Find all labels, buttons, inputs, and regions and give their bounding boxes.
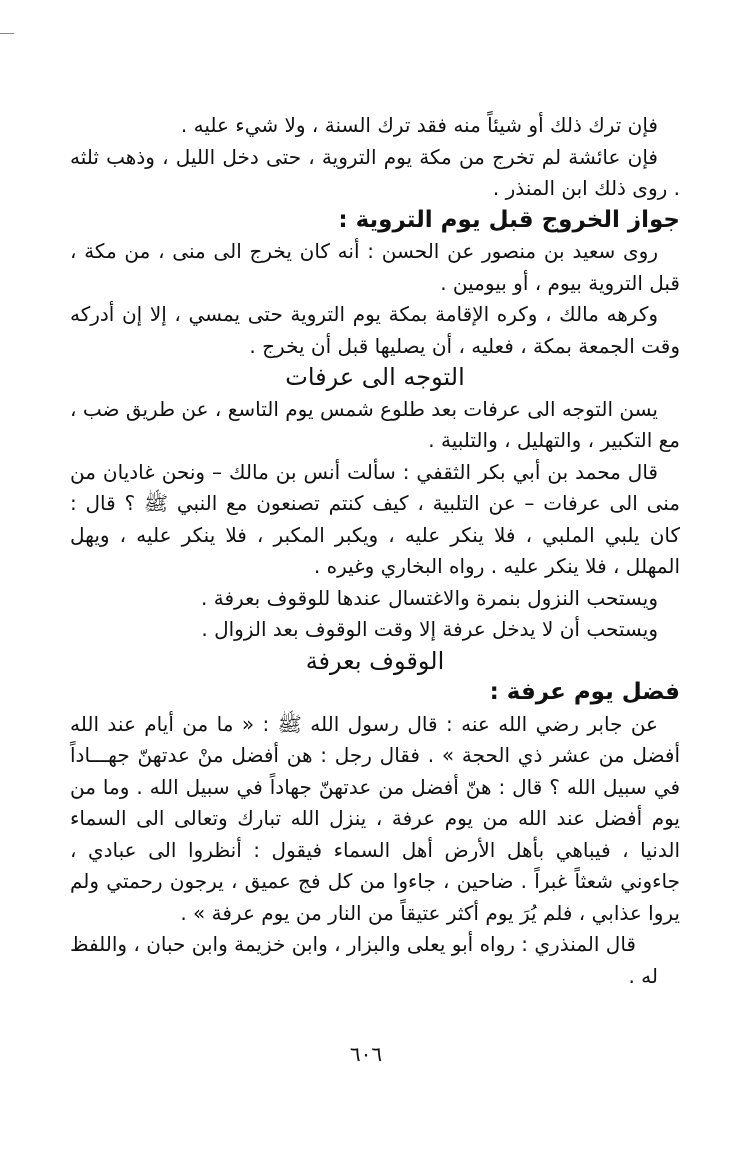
scan-edge-mark bbox=[0, 33, 14, 34]
paragraph-sunnah-heading: يسن التوجه الى عرفات بعد طلوع شمس يوم التاسع ، عن طريق ضب ، مع التكبير ، والتهليل ، والتلبية . bbox=[70, 396, 680, 452]
paragraph-aisha: فإن عائشة لم تخرج من مكة يوم التروية ، حتى دخل الليل ، وذهب ثلثه . روى ذلك ابن المنذر . bbox=[70, 144, 680, 200]
paragraph-jabir-hadith: عن جابر رضي الله عنه : قال رسول الله ﷺ : « ما من أيام عند الله أفضل من عشر ذي الحجة » . فقال رجل : هن أفضل منْ عدتهنّ جهـــاداً في سبيل الله ؟ قال : هنّ أفضل من عدتهنّ جهاداً في سبيل الله . وما من يوم أفضل عند الله من يوم عرفة ، ينزل الله تبارك وتعالى الى السماء الدنيا ، فيباهي بأهل الأرض أهل السماء فيقول : أنظروا الى عبادي ، جاءوني شعثاً غبراً . ضاحين ، جاءوا من كل فج عميق ، يرجون رحمتي ولم يروا عذابي ، فلم يُرَ يوم أكثر عتيقاً من النار من يوم عرفة » . bbox=[70, 711, 680, 925]
paragraph-namirah: ويستحب النزول بنمرة والاغتسال عندها للوقوف بعرفة . bbox=[201, 585, 658, 610]
paragraph-mundhiri: قال المنذري : رواه أبو يعلى والبزار ، وابن خزيمة وابن حبان ، واللفظ له . bbox=[70, 932, 658, 988]
heading-virtue-of-arafah: فضل يوم عرفة : bbox=[489, 679, 680, 705]
section-title-heading-to-arafat: التوجه الى عرفات bbox=[285, 363, 465, 391]
paragraph-enter-arafah: ويستحب أن لا يدخل عرفة إلا وقت الوقوف بعد الزوال . bbox=[201, 617, 658, 641]
paragraph-anas-talbiyah: قال محمد بن أبي بكر الثقفي : سألت أنس بن مالك – ونحن غاديان من منى الى عرفات – عن التلبية ، كيف كنتم تصنعون مع النبي ﷺ ؟ قال : كان يلبي الملبي ، فلا ينكر عليه ، ويكبر المكبر ، فلا ينكر عليه ، ويهل المهلل ، فلا ينكر عليه . رواه البخاري وغيره . bbox=[70, 459, 680, 578]
book-page-text bbox=[70, 110, 680, 992]
paragraph-said-bin-mansur: روى سعيد بن منصور عن الحسن : أنه كان يخرج الى منى ، من مكة ، قبل التروية بيوم ، أو بيومين . bbox=[70, 239, 680, 295]
paragraph-malik: وكرهه مالك ، وكره الإقامة بمكة يوم التروية حتى يمسي ، إلا إن أدركه وقت الجمعة بمكة ، فعليه ، أن يصليها قبل أن يخرج . bbox=[70, 302, 680, 358]
heading-leaving-before-tarwiyah: جواز الخروج قبل يوم التروية : bbox=[338, 206, 680, 233]
page-number: ٦٠٦ bbox=[349, 1042, 383, 1066]
section-title-standing-at-arafah: الوقوف بعرفة bbox=[305, 646, 445, 675]
paragraph-leave-sunnah: فإن ترك ذلك أو شيئاً منه فقد ترك السنة ، ولا شيء عليه . bbox=[180, 113, 658, 137]
